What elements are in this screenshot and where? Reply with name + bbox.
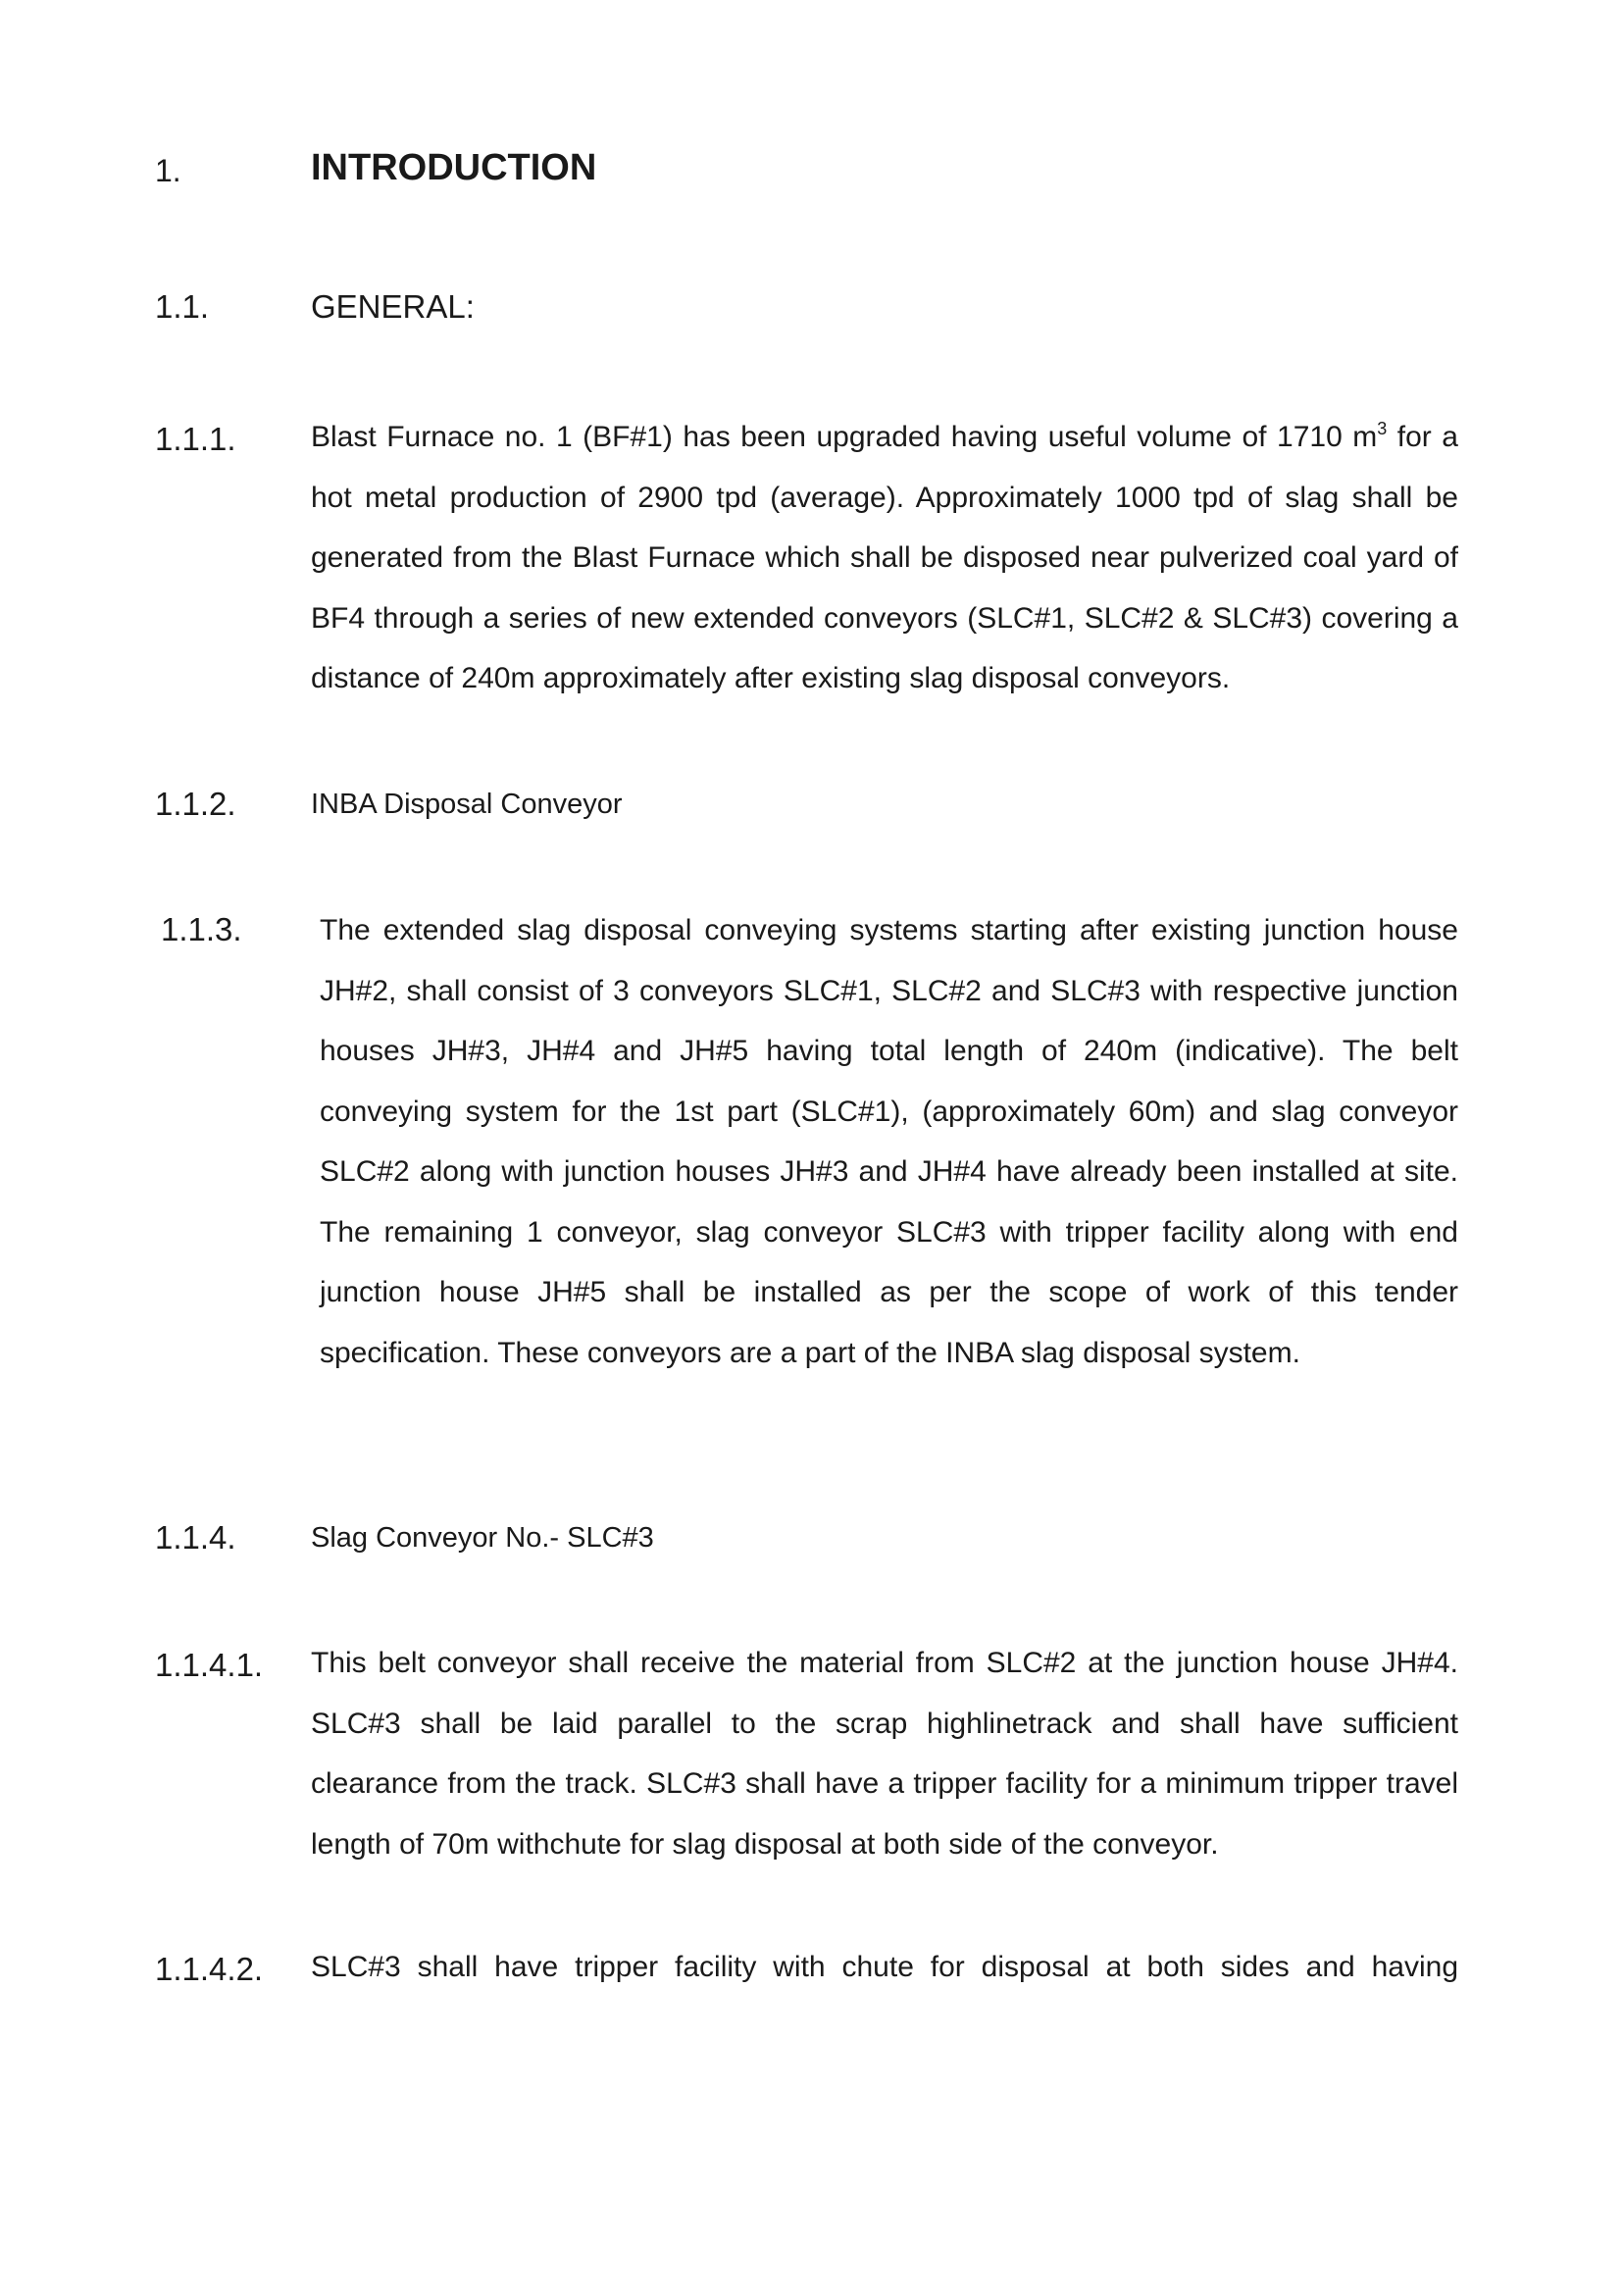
superscript-cubic: 3 bbox=[1377, 419, 1388, 438]
section-1-1-1-number: 1.1.1. bbox=[155, 421, 236, 457]
section-1-1-title: GENERAL: bbox=[311, 288, 475, 325]
section-1-1-4-1-number: 1.1.4.1. bbox=[155, 1647, 264, 1683]
section-1-number: 1. bbox=[155, 153, 181, 188]
section-1-1-4-number: 1.1.4. bbox=[155, 1519, 236, 1556]
section-1-1-4-title: Slag Conveyor No.- SLC#3 bbox=[311, 1522, 654, 1554]
section-1-1-number: 1.1. bbox=[155, 288, 210, 325]
section-1-1-4-1-paragraph: This belt conveyor shall receive the material from SLC#2 at the junction house JH#4. SLC#3 shall be laid parallel to the scrap highlinetrack and shall have sufficient clearance from the track. SLC#3 shall have a tripper facility for a minimum tripper travel length of 70m withchute for slag disposal at both side of the conveyor. bbox=[311, 1647, 1458, 1861]
section-1-1-1-paragraph bbox=[311, 407, 1458, 709]
paragraph-text-end: for a hot metal production of 2900 tpd (average). Approximately 1000 tpd of slag shall be generated from the Blast Furnace which shall be disposed near pulverized coal yard of BF4 through a series of new extended conveyors (SLC#1, SLC#2 & SLC#3) covering a distance of 240m approximately after existing slag disposal conveyors. bbox=[311, 421, 1458, 694]
section-1-1-3-number: 1.1.3. bbox=[161, 911, 242, 947]
section-1-1-2-title: INBA Disposal Conveyor bbox=[311, 789, 623, 820]
section-1-1-3-paragraph: The extended slag disposal conveying systems starting after existing junction house JH#2, shall consist of 3 conveyors SLC#1, SLC#2 and SLC#3 with respective junction houses JH#3, JH#4 and JH#5 having total length of 240m (indicative). The belt conveying system for the 1st part (SLC#1), (approximately 60m) and slag conveyor SLC#2 along with junction houses JH#3 and JH#4 have already been installed at site. The remaining 1 conveyor, slag conveyor SLC#3 with tripper facility along with end junction house JH#5 shall be installed as per the scope of work of this tender specification. These conveyors are a part of the INBA slag disposal system. bbox=[320, 914, 1458, 1369]
section-1-1-4-2-number: 1.1.4.2. bbox=[155, 1951, 264, 1987]
section-1-title: INTRODUCTION bbox=[311, 147, 597, 188]
section-1-1-4-2-paragraph: SLC#3 shall have tripper facility with chute for disposal at both sides and having bbox=[311, 1951, 1458, 1983]
paragraph-text-start: Blast Furnace no. 1 (BF#1) has been upgraded having useful volume of 1710 m bbox=[311, 421, 1378, 453]
section-1-1-2-number: 1.1.2. bbox=[155, 786, 236, 822]
